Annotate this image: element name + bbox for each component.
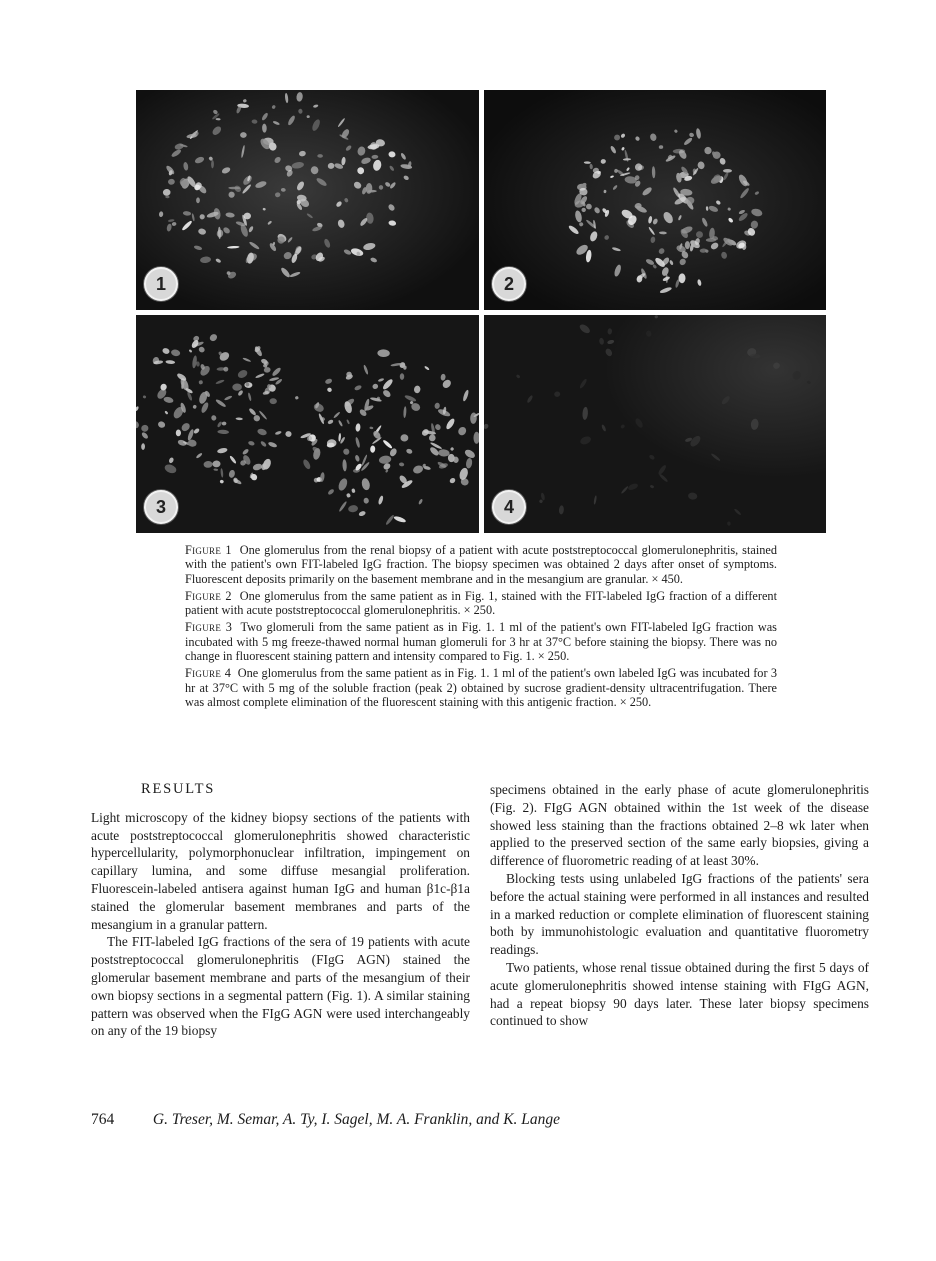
- paragraph: Light microscopy of the kidney biopsy sections of the patients with acute poststreptococcal glomerulonephritis showed characteristic hypercellularity, polymorphonuclear infiltration, impingement on capillary lumina, and some diffuse mesangial proliferation. Fluorescein-labeled antisera against human IgG and human β1c-β1a stained the glomerular basement membranes and parts of the mesangium in a granular pattern.: [91, 809, 470, 932]
- figure-3-number-badge: 3: [144, 490, 178, 524]
- page-number: 764: [91, 1111, 115, 1128]
- right-column: [490, 781, 869, 1030]
- caption-text: One glomerulus from the renal biopsy of a patient with acute poststreptococcal glomerulonephritis, stained with the patient's own FIT-labeled IgG fraction. The biopsy specimen was obtained 2 days after onset of symptoms. Fluorescent deposits primarily on the basement membrane and in the mesangium are granular. × 450.: [185, 543, 778, 586]
- figure-3-micrograph: [136, 315, 479, 533]
- caption-label: Figure 2: [185, 588, 232, 603]
- paragraph: specimens obtained in the early phase of acute glomerulonephritis (Fig. 2). FIgG AGN obtained within the 1st week of the disease showed less staining than the fractions obtained 2–8 wk later when applied to the preserved section of the same early biopsies, giving a difference of fluorometric reading of at least 30%.: [490, 782, 869, 869]
- figure-4-plate: [484, 315, 826, 533]
- caption-label: Figure 1: [185, 543, 232, 557]
- figure-2-micrograph: [484, 90, 826, 310]
- figure-1-micrograph: [136, 90, 479, 310]
- figure-3-plate: [136, 315, 479, 533]
- figure-1-caption: [185, 543, 777, 586]
- figure-4-micrograph: [484, 315, 826, 533]
- paragraph: The FIT-labeled IgG fractions of the sera of 19 patients with acute poststreptococcal glomerulonephritis (FIgG AGN) stained the glomerular basement membrane and parts of the mesangium of their own biopsy sections in a segmental pattern (Fig. 1). A similar staining pattern was observed when the FIgG AGN were used interchangeably on any of the 19 biopsy: [91, 934, 470, 1039]
- author-line: G. Treser, M. Semar, A. Ty, I. Sagel, M. A. Franklin, and K. Lange: [152, 1111, 561, 1128]
- figure-2-caption: [185, 589, 777, 618]
- caption-text: One glomerulus from the same patient as in Fig. 1, stained with the FIT-labeled IgG fraction of a different patient with acute poststreptococcal glomerulonephritis. × 250.: [185, 588, 777, 618]
- fluorescent-deposit: [400, 373, 404, 380]
- caption-text: One glomerulus from the same patient as in Fig. 1. 1 ml of the patient's own labeled IgG was incubated for 3 hr at 37°C with 5 mg of the soluble fraction (peak 2) obtained by sucrose gradient-density ultracentrifugation. There was almost complete elimination of the fluorescent staining with this antigenic fraction. × 250.: [185, 666, 777, 709]
- figure-4-caption: [185, 666, 777, 709]
- caption-label: Figure 4: [185, 666, 232, 681]
- figure-1-number-badge: 1: [144, 267, 178, 301]
- fluorescent-deposit: [723, 169, 732, 173]
- caption-label: Figure 3: [185, 620, 233, 635]
- figure-captions: [185, 543, 777, 712]
- fluorescent-deposit: [240, 132, 247, 138]
- paragraph: Two patients, whose renal tissue obtained during the first 5 days of acute glomerulonephritis showed intense staining with FIgG AGN, had a repeat biopsy 90 days later. These later biopsy specimens continued to show: [490, 959, 869, 1029]
- figure-2-number-badge: 2: [492, 267, 526, 301]
- paragraph: Blocking tests using unlabeled IgG fractions of the patients' sera before the actual staining were performed in all instances and resulted in a marked reduction or complete elimination of fluorescent staining both by immunohistologic evaluation and quantitative fluorometry readings.: [490, 870, 869, 958]
- section-heading: RESULTS: [141, 781, 216, 797]
- figure-1-plate: [136, 90, 479, 310]
- caption-text: Two glomeruli from the same patient as in Fig. 1. 1 ml of the patient's own FIT-labeled IgG fraction was incubated with 5 mg freeze-thawed normal human glomeruli for 3 hr at 37°C before staining the biopsy. There was no change in fluorescent staining pattern and intensity compared to Fig. 1. × 250.: [185, 620, 777, 664]
- figure-2-plate: [484, 90, 826, 310]
- figure-3-caption: [185, 620, 777, 663]
- left-column: [91, 781, 470, 1040]
- figure-4-number-badge: 4: [492, 490, 526, 524]
- page-footer: [91, 1111, 871, 1129]
